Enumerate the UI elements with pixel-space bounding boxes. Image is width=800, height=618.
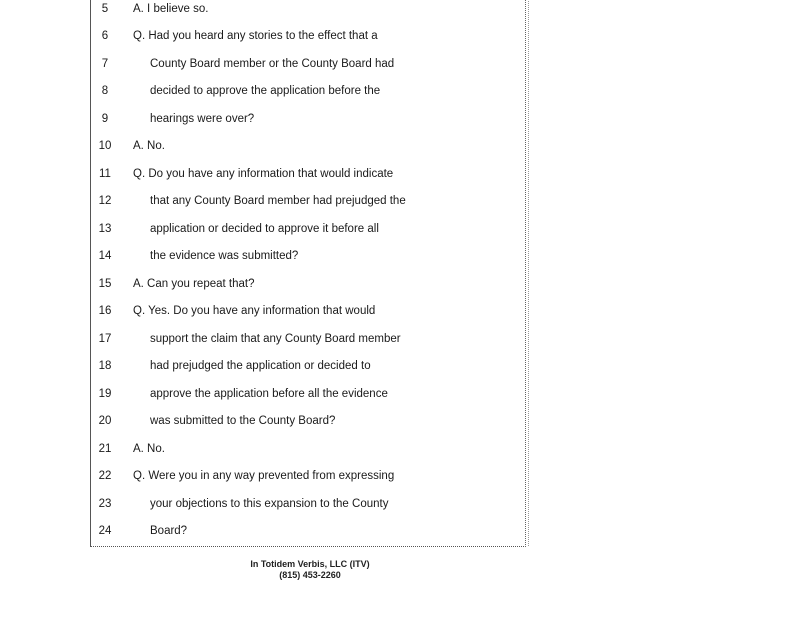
line-number: 11 — [99, 168, 111, 180]
line-number: 13 — [98, 223, 112, 235]
line-text: A. I believe so. — [133, 3, 209, 15]
footer-company: In Totidem Verbis, LLC (ITV) — [250, 559, 370, 569]
line-number: 22 — [98, 470, 112, 482]
line-number: 17 — [98, 333, 112, 345]
line-number: 20 — [98, 415, 112, 427]
line-number: 9 — [101, 113, 109, 125]
line-text: hearings were over? — [150, 113, 255, 125]
line-number: 24 — [98, 525, 112, 537]
line-number: 15 — [98, 278, 112, 290]
line-number: 18 — [98, 360, 112, 372]
line-text: A. No. — [133, 443, 165, 455]
line-text: approve the application before all the evidence — [150, 388, 388, 400]
line-number: 12 — [98, 195, 112, 207]
line-text: support the claim that any County Board member — [150, 333, 401, 345]
line-text: your objections to this expansion to the County — [150, 498, 389, 510]
line-text: the evidence was submitted? — [150, 250, 299, 262]
footer-phone: (815) 453-2260 — [279, 570, 341, 580]
line-text: decided to approve the application before the — [150, 85, 381, 97]
line-number: 7 — [101, 58, 109, 70]
line-number: 6 — [101, 30, 109, 42]
line-text: Q. Yes. Do you have any information that would — [133, 305, 376, 317]
line-number: 19 — [98, 388, 112, 400]
line-number: 10 — [98, 140, 112, 152]
line-text: Q. Had you heard any stories to the effect that a — [133, 30, 378, 42]
line-text: application or decided to approve it before all — [150, 223, 379, 235]
line-text: was submitted to the County Board? — [150, 415, 336, 427]
line-text: County Board member or the County Board had — [150, 58, 395, 70]
line-number: 8 — [101, 85, 109, 97]
line-number: 16 — [98, 305, 112, 317]
transcript-page — [90, 0, 526, 547]
line-number: 5 — [101, 3, 109, 15]
line-text: Q. Do you have any information that would indicate — [133, 168, 394, 180]
line-text: A. Can you repeat that? — [133, 278, 255, 290]
line-number: 23 — [98, 498, 112, 510]
line-text: had prejudged the application or decided to — [150, 360, 371, 372]
line-text: A. No. — [133, 140, 165, 152]
line-number: 21 — [98, 443, 112, 455]
line-number: 14 — [98, 250, 112, 262]
line-text: Q. Were you in any way prevented from expressing — [133, 470, 395, 482]
line-text: Board? — [150, 525, 188, 537]
line-text: that any County Board member had prejudged the — [150, 195, 406, 207]
